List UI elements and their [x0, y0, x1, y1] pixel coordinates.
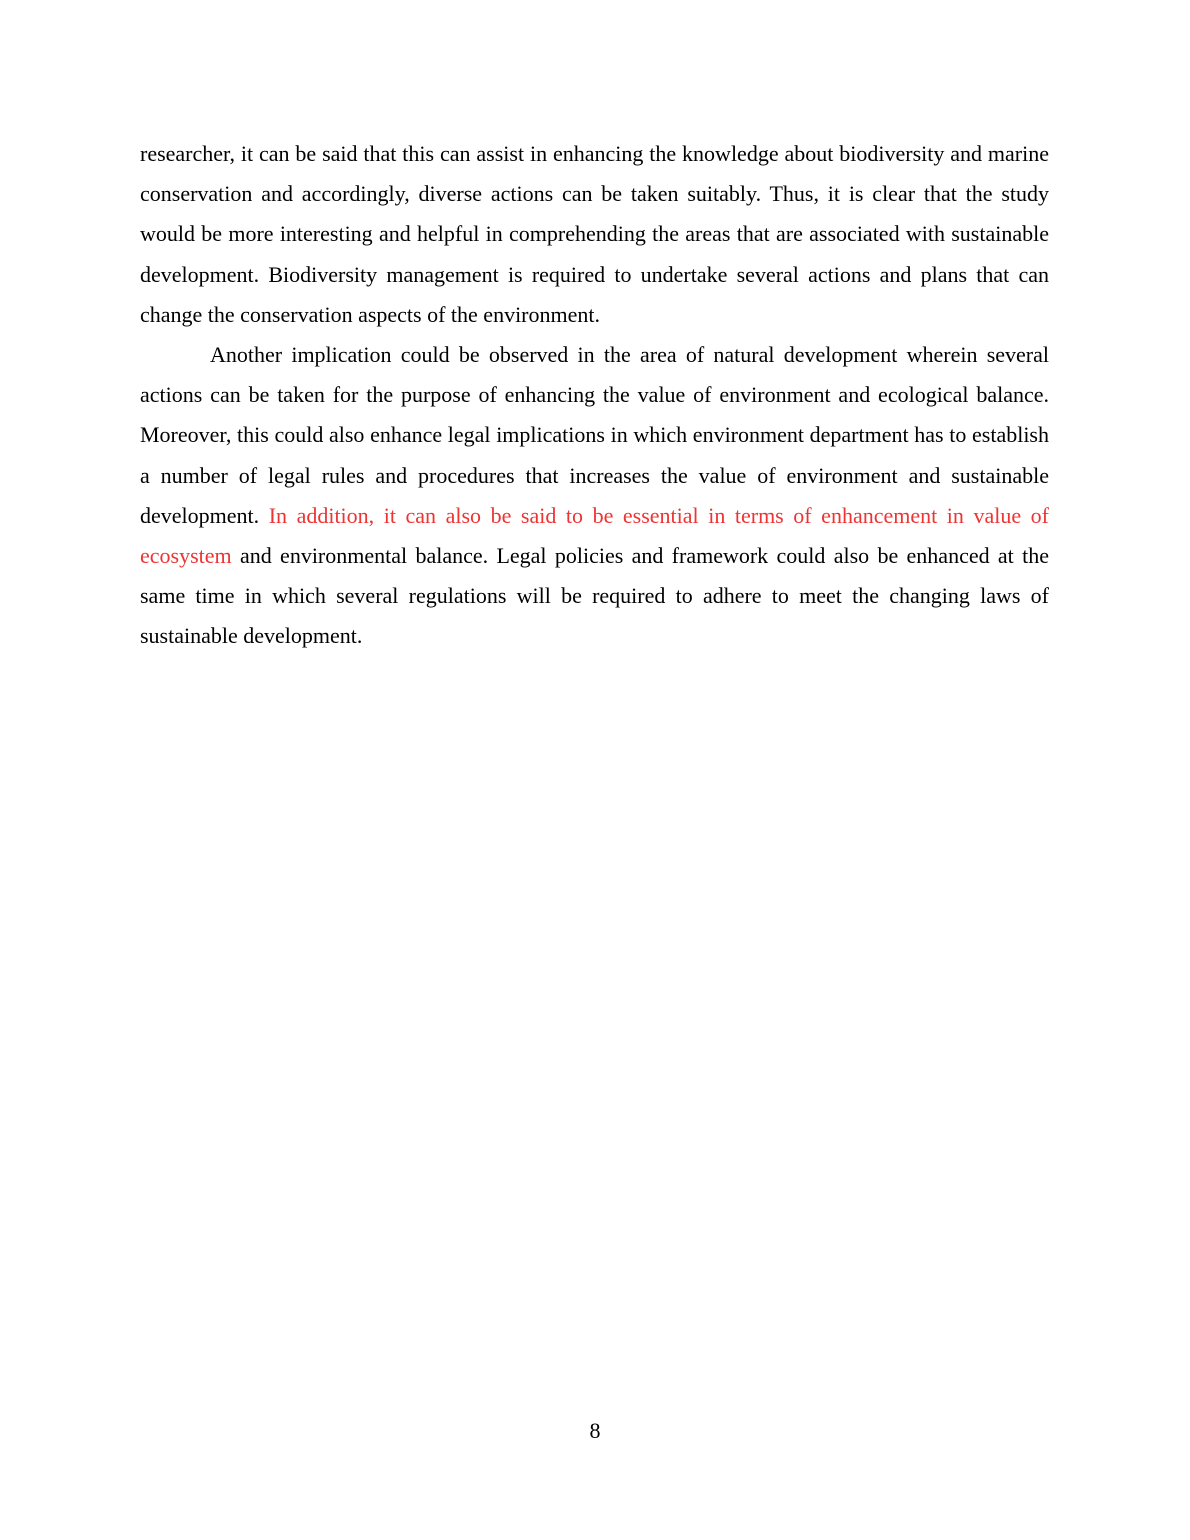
paragraph-2-text-start: Another implication could be observed in the area of natural development wherein several actions can be taken for the purpose of enhancing the value of environment and ecological balance. Moreover, this could also enhance legal implications in which environment department has to establish a number of legal rules and procedures that increases the value of environment and sustainable development. — [140, 342, 1049, 528]
highlighted-sentence: In addition, it can also be said to be essential in terms of enhancement in value of ecosystem — [140, 502, 1049, 569]
page-body — [140, 134, 1049, 657]
paragraph-2 — [140, 335, 1049, 657]
page-number: 8 — [589, 1418, 601, 1443]
paragraph-2-text-end: and environmental balance. Legal policies and framework could also be enhanced at the same time in which several regulations will be required to adhere to meet the changing laws of sustainable development. — [140, 543, 1049, 649]
paragraph-1: researcher, it can be said that this can assist in enhancing the knowledge about biodiversity and marine conservation and accordingly, diverse actions can be taken suitably. Thus, it is clear that the study would be more interesting and helpful in comprehending the areas that are associated with sustainable development. Biodiversity management is required to undertake several actions and plans that can change the conservation aspects of the environment. — [140, 141, 1049, 327]
